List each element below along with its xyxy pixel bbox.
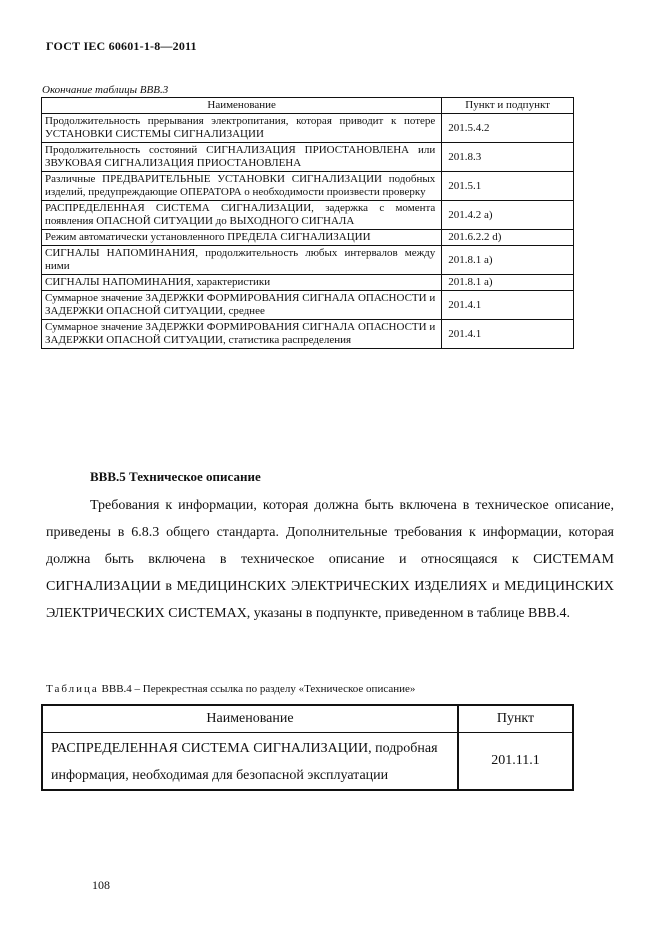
row-clause: 201.11.1 (458, 733, 573, 791)
table-row (42, 291, 574, 320)
table-caption-text: ВВВ.4 – Перекрестная ссылка по разделу «Техническое описание» (98, 683, 416, 695)
column-header-name: Наименование (42, 98, 442, 114)
column-header-name: Наименование (42, 705, 458, 733)
column-header-clause: Пункт и подпункт (442, 98, 574, 114)
table-row (42, 275, 574, 291)
row-clause: 201.6.2.2 d) (442, 230, 574, 246)
row-name: СИГНАЛЫ НАПОМИНАНИЯ, характеристики (42, 275, 442, 291)
table-bbb4-caption (46, 683, 415, 695)
section-paragraph: Требования к информации, которая должна быть включена в техническое описание, приведены в 6.8.3 общего стандарта. Дополнительные требования к информации, которая должна быть включена в техническое описание и относящаяся к СИСТЕМАМ СИГНАЛИЗАЦИИ в МЕДИЦИНСКИХ ЭЛЕКТРИЧЕСКИХ ИЗДЕЛИЯХ и МЕДИЦИНСКИХ ЭЛЕКТРИЧЕСКИХ СИСТЕМАХ, указаны в подпункте, приведенном в таблице ВВВ.4. (46, 498, 614, 621)
table-row (42, 230, 574, 246)
table-continuation-caption: Окончание таблицы ВВВ.3 (42, 84, 169, 96)
table-header-row (42, 98, 574, 114)
row-name: РАСПРЕДЕЛЕННАЯ СИСТЕМА СИГНАЛИЗАЦИИ, задержка с момента появления ОПАСНОЙ СИТУАЦИИ до ВЫХОДНОГО СИГНАЛА (42, 201, 442, 230)
document-header: ГОСТ IEC 60601-1-8—2011 (46, 39, 197, 53)
row-clause: 201.8.1 а) (442, 275, 574, 291)
row-name: Различные ПРЕДВАРИТЕЛЬНЫЕ УСТАНОВКИ СИГНАЛИЗАЦИИ подобных изделий, предупреждающие ОПЕРАТОРА о необходимости произвести проверку (42, 172, 442, 201)
table-row (42, 320, 574, 349)
row-name: Суммарное значение ЗАДЕРЖКИ ФОРМИРОВАНИЯ СИГНАЛА ОПАСНОСТИ и ЗАДЕРЖКИ ОПАСНОЙ СИТУАЦИИ, статистика распределения (42, 320, 442, 349)
table-row (42, 114, 574, 143)
table-header-row (42, 705, 573, 733)
row-clause: 201.8.3 (442, 143, 574, 172)
table-caption-label: Таблица (46, 683, 99, 695)
row-clause: 201.4.1 (442, 320, 574, 349)
row-clause: 201.4.2 а) (442, 201, 574, 230)
row-name: Продолжительность состояний СИГНАЛИЗАЦИЯ ПРИОСТАНОВЛЕНА или ЗВУКОВАЯ СИГНАЛИЗАЦИЯ ПРИОСТАНОВЛЕНА (42, 143, 442, 172)
row-clause: 201.8.1 а) (442, 246, 574, 275)
row-name: Продолжительность прерывания электропитания, которая приводит к потере УСТАНОВКИ СИСТЕМЫ СИГНАЛИЗАЦИИ (42, 114, 442, 143)
table-row (42, 172, 574, 201)
row-clause: 201.5.1 (442, 172, 574, 201)
table-bbb4 (41, 704, 574, 791)
row-clause: 201.5.4.2 (442, 114, 574, 143)
row-name: РАСПРЕДЕЛЕННАЯ СИСТЕМА СИГНАЛИЗАЦИИ, подробная информация, необходимая для безопасной эксплуатации (42, 733, 458, 791)
row-clause: 201.4.1 (442, 291, 574, 320)
table-bbb3-end (41, 97, 574, 349)
table-row (42, 246, 574, 275)
row-name: Режим автоматически установленного ПРЕДЕЛА СИГНАЛИЗАЦИИ (42, 230, 442, 246)
row-name: СИГНАЛЫ НАПОМИНАНИЯ, продолжительность любых интервалов между ними (42, 246, 442, 275)
table-row (42, 201, 574, 230)
table-row (42, 733, 573, 791)
row-name: Суммарное значение ЗАДЕРЖКИ ФОРМИРОВАНИЯ СИГНАЛА ОПАСНОСТИ и ЗАДЕРЖКИ ОПАСНОЙ СИТУАЦИИ, среднее (42, 291, 442, 320)
table-row (42, 143, 574, 172)
page-number: 108 (92, 878, 110, 892)
column-header-clause: Пункт (458, 705, 573, 733)
section-title: ВВВ.5 Техническое описание (90, 469, 261, 484)
